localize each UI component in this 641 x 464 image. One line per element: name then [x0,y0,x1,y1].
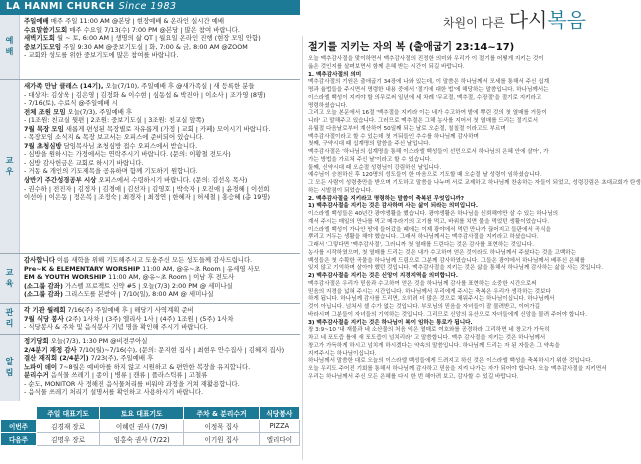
header-band [0,0,300,15]
sermon-line: 첫째, 구약시대 때 십계명의 말씀을 주신 날입니다. [308,141,431,148]
notice-section [0,335,300,401]
announcement-line: 주일예배 매주 주일 11:00 AM @본당 | 현장예배 & 온라인 실시간 예배 [24,17,224,25]
line-keyword: 2/4분기 재정 감사 [24,345,77,354]
sermon-line: 이스라엘 백성들은 40년간 광야생활을 했습니다. 광야생활은 하나님을 신뢰해야만 살 수 있는 하나님의 [308,211,559,217]
sermon-line: 뿌리고 거두는 생활을 해야 했습니다. 그래서 하나님께서는 맥추감사절을 지키라고 하셨습니다. [308,234,539,241]
announcement-line: - 식당봉사 & 주차 및 음식봉사 기념 명을 확인해 주시기 바랍니다. [24,323,208,332]
sermon-line: 맥추감사절은 '하나님의 십계명을 통해 이스라엘 백성들이 선민으로서 하나님의 은혜 안에 살아', 가 [308,149,549,155]
announcement-line: - 심방을 원하시는 가정에서는 연락주시기 바랍니다. (문의: 이황철 전도사) [24,150,231,159]
church-name: LA HANMI CHURCH Since 1983 [6,1,177,12]
title-part2: 복음 [547,8,586,32]
sermon-line: 그리고 오늘 본문에서 16절 '맥추절을 지키라 이는 네가 수고하여 밭에 뿌린 것의 첫 열매를 거둠이 [308,110,547,117]
title-prefix: 차원이 다른 [442,16,505,30]
section-body [24,17,298,60]
announcement-line: 상반기 주간성경공부 시상 오피스에서 수령하시기 바랍니다. (문의: 김선옥 목사) [24,176,248,185]
sermon-line: 둘째, 신약시대 때 오순절 성령님이 강림하신 날입니다. [308,164,442,171]
sermon-line: 오늘 맥추감사절을 맞이하면서 맥추감사절의 진정한 의미와 우리가 이 절기를 어떻게 지키는 것이 [308,56,544,62]
announcement-line: 7월 식당 봉사 (2주) 1사차 | (3주) 엘리사 1사 | (4주) 1조원 | (5주) 1사차 [24,314,234,323]
announcement-line: 수요말씀기도회 매주 수요일 7/13(수) 7:00 PM @본당 | 많은 참여 바랍니다. [24,25,240,34]
sermon-line: 유월절 다음날로부터 계산하여 50일째 되는 날로 오순절, 칠칠절 이라고도 부르며 [308,125,506,132]
sermon-line: 니라' 고 말해주고 있습니다. 그러므로 맥추절은 그해 농사를 지어서 첫 열매를 드리는 절기로서 [308,118,538,124]
announcement-line: 분리수거 음식물 쓰레기 | 종이 | 병류 | 캔류 | 플라스틱류 | 고철류 [24,371,208,380]
line-keyword: 새벽기도회 [24,34,55,43]
line-keyword: 결산 재직회 (2/4분기) [24,354,89,363]
sermon-line: 맥추감사절은 우리가 믿음과 수고하여 얻은 것을 하나님께 감사를 표현하는 소중한 시간으로써 [308,280,537,287]
line-keyword: 수요말씀기도회 [24,25,68,34]
line-keyword: EM & YOUTH WORSHIP [24,273,107,282]
announcement-line: 결산 재직회 (2/4분기) 7/23(주), 주일예배 후 [24,354,154,363]
line-keyword: 전체 조원 모임 [24,107,66,116]
column-header: 주일 대표기도 [37,407,100,420]
announcement-line: - 대상자: 김상욱 | 김은영 | 김정화 & 이수현 | 심동섭 & 박진아 | 이소사 | 조가영 (8명) [24,90,266,99]
community-section [0,80,300,253]
sermon-line: 맥추감사절의 기원은 출애굽기 34장에 나와 있는데, 이 말씀은 하나님께서 모세를 통해서 주신 십계 [308,79,549,86]
sermon-heading: 1) 맥추감사절을 지키는 것은 감사하며 사는 삶이 되라는 의미입니다. [308,203,479,210]
section-body [24,337,298,397]
sermon-title: 절기를 지키는 자의 복 (출애굽기 23:14~17) [308,42,515,53]
section-label: 교우 [0,80,20,253]
announcement-line: 노파이 데이 7~8월은 예비아를 하지 않고 시원하고 & 편안한 복장을 유지합니다. [24,362,251,371]
announcement-line: 7월 초청심방 담임목사님 초청심방 접수 오피스에서 받습니다. [24,141,198,150]
sermon-line: 이스라엘 백성이 가나안 땅에 들어갔을 때에는 이제 광야에서 먹던 만나가 끊어지고 들판에서 곡식을 [308,226,551,233]
line-keyword: 7월 식당 봉사 [24,314,64,323]
sermon-line: 하게 됩니다. 하나님께 감사를 드리면, 오히려 더 많은 것으로 채워주시는 하나님이십니다. 하나님께서 [308,296,555,303]
sermon-line: 계서 주시는 매일의 만나를 먹고 메추라기의 고기를 먹고, 바위를 치면 물을 먹었던 생활이었습니다. [308,218,550,225]
table-cell: 임홍숙 권사 (7/22) [100,433,184,446]
announcement-line: Pre~K & ELEMENTARY WORSHIP 11:00 AM, @유~초 Room | 유세영 사모 [24,264,260,273]
sermon-line: 잊지 않고 기억하며 살아야 했던 것입니다. 맥추감사절을 지키는 것은 삶을 통해서 하나님께 감사하는 삶을 사는 것입니다. [308,265,604,272]
section-label: 관리 [0,304,20,334]
line-keyword: 분리수거 [24,371,49,380]
section-label: 알림 [0,335,20,401]
announcement-line: - 교회와 성도를 위한 중보기도에 많은 참여를 바랍니다. [24,51,179,60]
column-header: 토요 대표기도 [100,407,184,420]
sermon-line: 하나님께서 말씀한 대로 오늘의 이스라엘 백성들에게 드려지고 하신 것은 이스라엘 백성을 축복하시기 위한 것입니다. [308,358,593,365]
announcements-column [0,15,300,464]
sermon-line: 명과 율법들을 주시면서 명령한 내용 중에서 '절기에 대한 법'에 해당하는 말씀입니다. 하나님께서는 [308,87,549,93]
announcement-line: 감사합니다 이름 새학을 위해 기도해주시고 도움주신 모든 성도들께 감사드립니다. [24,256,253,264]
announcement-line: 7월 목장 모임 새롭게 편성된 목장별로 자유롭게 (가정 | 교회 | 카페) 모이시기 바랍니다. [24,124,271,133]
announcement-line: 새가족 만남 클래스 (14기), 오늘(7/10), 주일예배 후 @새가족실 | 새 등록한 분들 [24,82,255,90]
sermon-line: 지켜주시는 하나님이십니다. [308,350,377,357]
line-keyword: 상반기 주간성경공부 시상 [24,176,97,185]
announcement-line: - 7/16(토), 수료식 @주일예배 시 [24,99,118,108]
sermon-line: 것이 아닙니다. 넘쳐서 셀 수가 없는 것입니다. 부모님의 믿음을 자녀들이 잘 물려받고, 이어가길 [308,304,541,310]
sermon-line: 오늘 우리도 주어진 기회를 통해서 하나님께 감사하고 믿음을 지켜 나가는 자가 되어야 합니다. 오늘 맥추감사절을 지키면서 [308,366,607,372]
announcement-line: 전체 조원 모임 오늘(7/3), 주일예배 후 [24,107,133,116]
announcement-line: 중보기도모임 주일 9:30 AM @중보기도실 | 화, 7:00 & 금, 8:00 AM @ZOOM [24,42,248,51]
table-corner [1,407,37,420]
sermon-line: 바라시며 그분들이 자녀들의 기억하는 것입니다. 그리므로 신앙의 유산으로 자녀들에게 신앙을 물려 주어야 합니다. [308,311,587,318]
section-label: 교육 [0,254,20,303]
table-cell: 이혜린 권사 (7/9) [100,420,184,433]
row-label: 이번주 [1,420,37,433]
announcement-line: - 목장모임 소식지 & 목장 보고서는 오피스에 준비되어 있습니다. [24,133,204,142]
announcement-line: 이선아 | 이은동 | 정은복 | 조정숙 | 최경자 | 최정연 | 한혜자 | 허세철 | 홍승혜 (총 19명) [24,193,270,202]
line-keyword: 각 기관 월례회 [24,306,66,314]
announcement-line: - 거동 & 개인의 기도제목을 공유하며 함께 기도하기 원합니다. [24,167,198,176]
line-keyword: 중보기도모임 [24,42,62,51]
sermon-line: 하는 시발점이 되었습니다. [308,187,373,194]
column-divider [302,36,303,460]
line-keyword: 7월 목장 모임 [24,124,64,133]
sermon-line: 맥추감사절이라고 할 수 있는데 첫 거둬들인 추수를 하나님께 감사하며 [308,133,479,140]
section-body [24,82,298,202]
announcement-line: - 순도, MONITOR 사 정해진 음식물처리를 비워야 과정을 거쳐 재활용합니다. [24,379,240,388]
worship-section [0,15,300,79]
sermon-line: 옳은 것인지를 살펴보면서 함께 은혜 받는 시간이 되길 바랍니다. [308,63,465,70]
table-cell: 김경재 장로 [37,420,100,433]
line-keyword: Pre~K & ELEMENTARY WORSHIP [24,264,141,273]
announcement-line: - 음식물 쓰레기 처리기 설명서를 확인하고 사용하시기 바랍니다. [24,388,204,397]
line-keyword: (소그룹 감좌) [24,281,63,290]
sermon-line: 믿음의 지경을 넓혀 주시는 시간입니다. 하나님께서 우리에게 주시는 축복은 우리가 생각하는 것보다 [308,288,551,295]
sermon-line: 그래서 '그렇다면 '맥추감사절', 그러니까 첫 열매를 드린다는 것은 감사를 표현하는 것입니다. [308,242,534,248]
line-keyword: 주일예배 [24,17,49,25]
service-schedule-table [0,406,300,446]
announcement-line: (소그룹 감좌) 가스펠 프로젝트 신약 #5 | 오늘(7/3) 2:00 PM @ 세미나실 [24,281,233,290]
column-header: 주차 & 분리수거 [184,407,259,420]
line-keyword: (소그룹 감좌) [24,290,63,299]
education-section [0,254,300,303]
section-label: 예배 [0,15,20,79]
sermon-line: 창 3:9~10 '내 재물과 네 소산물의 처음 익은 열매로 여호와를 공경하라 그리하면 네 창고가 가득히 [308,327,550,334]
since-label: Since 1983 [118,1,177,12]
bulletin-title [443,4,586,33]
announcement-line: 각 기관 월례회 7/16(주) 주일예배 후 | 해당기 사역계획 준비 [24,306,194,314]
table-cell: 이기원 집사 [184,433,259,446]
table-cell: 엘리다이 [259,433,299,446]
sermon-line: 창고가 가득하게 하시고 넘치게 하시겠다는 약속의 말씀입니다. 하나님께 드리는 자 된 자들은 그 약속을 [308,342,560,349]
sermon-line: 예수님이 승천하신 후 120명의 성도들이 한 마음으로 기도할 때 오순절 날 성령이 임하셨습니다. [308,172,542,179]
sermon-line: 우리는 하나님께서 주신 모든 은혜를 다시 한 번 헤아려 보고, 감사할 수 있길 바랍니다. [308,373,519,380]
row-label: 다음주 [1,433,37,446]
column-header: 식당봉사 [259,407,299,420]
sermon-line: 농사를 시작하였으며, 첫 열매를 드리는 것은 내가 수고하여 얻은 것이라도 하나님께서 주셨다는 것을 고백하는 [308,249,577,256]
table-row [1,420,300,433]
line-keyword: 새가족 만남 클래스 (14기), [24,82,104,90]
line-keyword: 정기당회 [24,337,49,345]
management-section [0,304,300,334]
announcement-line: EM & YOUTH WORSHIP 11:00 AM, @유~초 Room | 이남 후 전도사 [24,273,235,282]
table-cell: 김명우 장로 [37,433,100,446]
announcement-line: (소그룹 감좌) 그리스도를 본받아 | 7/10(일), 8:00 AM @ 세미나실 [24,290,214,299]
line-keyword: 노파이 데이 [24,362,58,371]
table-cell: PIZZA [259,420,299,433]
sermon-body [308,56,641,382]
title-part1: 다시 [508,8,548,32]
section-body [24,256,298,299]
announcement-line: - 심방 감사헌금은 교회로 하시기 바랍니다. [24,158,144,167]
sermon-line: 백성들은 첫 수확한 곡물을 하나님께 드림으로 그분께 감사하였습니다. 그들은 광야에서 하나님께서 베푸신 은혜를 [308,257,586,264]
sermon-line: 그 모든 사람이 성령충만을 받으며 기도하고 말씀을 나누며 서로 교제하고 하나님께 찬송하는 자들이 되었고, 성령강림은 초대교회가 탄생 [308,180,641,186]
announcement-line: 새벽기도회 월 ~ 토, 6:00 AM | 생명의 삶 QT | 월요일 온라인 진행 (현장 모임 안함) [24,34,261,43]
sermon-line: 이스라엘 백성이 지켜야 할 의무로써 일년에 세 차례 '무교절, 맥추절, 수장절'을 절기로 지키라고 [308,94,542,101]
table-header-row [1,407,300,420]
line-keyword: 7월 초청심방 [24,141,62,150]
announcement-line: 정기당회 오늘(7/3), 1:30 PM @비전쿠아실 [24,337,148,345]
announcement-line: 2/4분기 재정 감사 7/10(월)~7/16(수), (문의: 문지현 집사 | 최현우 안수집사 | 김혜지 집사) [24,345,285,354]
sermon-heading: 1. 맥추감사절의 의미 [308,71,362,78]
sermon-heading: 2. 맥추감사절을 지키라고 명령하는 말씀이 축복된 무엇입니까? [308,195,465,202]
sermon-heading: 3) 맥추감사절을 지키는 것은 하나님이 복이 임하는 통로가 됩니다. [308,319,473,326]
line-keyword: 감사합니다 [24,256,55,264]
sermon-line: 차고 네 포도즙 틀에 새 포도즙이 넘치리라' 고 말씀합니다. 맥추 감사절을 지키는 것은 하나님께서 [308,335,546,341]
announcement-line: - 권수하 | 전진자 | 김정자 | 김경애 | 김선자 | 김영호 | 박숙자 | 오진애 | 윤경혜 | 이선희 [24,184,270,193]
sermon-line: 가는 방법을 가르쳐 주신 날'이라고 할 수 있습니다. [308,156,432,163]
announcement-line: - (1조원: 친교실 뒷편 | 2조원: 중보기도실 | 3조원: 친교실 앞쪽) [24,116,205,125]
table-cell: 이정묵 집사 [184,420,259,433]
sermon-heading: 2) 맥추감사절을 지키는 것은 신앙이 지경지역을 의미합니다. [308,273,458,279]
table-row [1,433,300,446]
sermon-line: 명령하셨습니다. [308,102,348,109]
section-body [24,306,298,332]
sermon-column [308,38,641,460]
